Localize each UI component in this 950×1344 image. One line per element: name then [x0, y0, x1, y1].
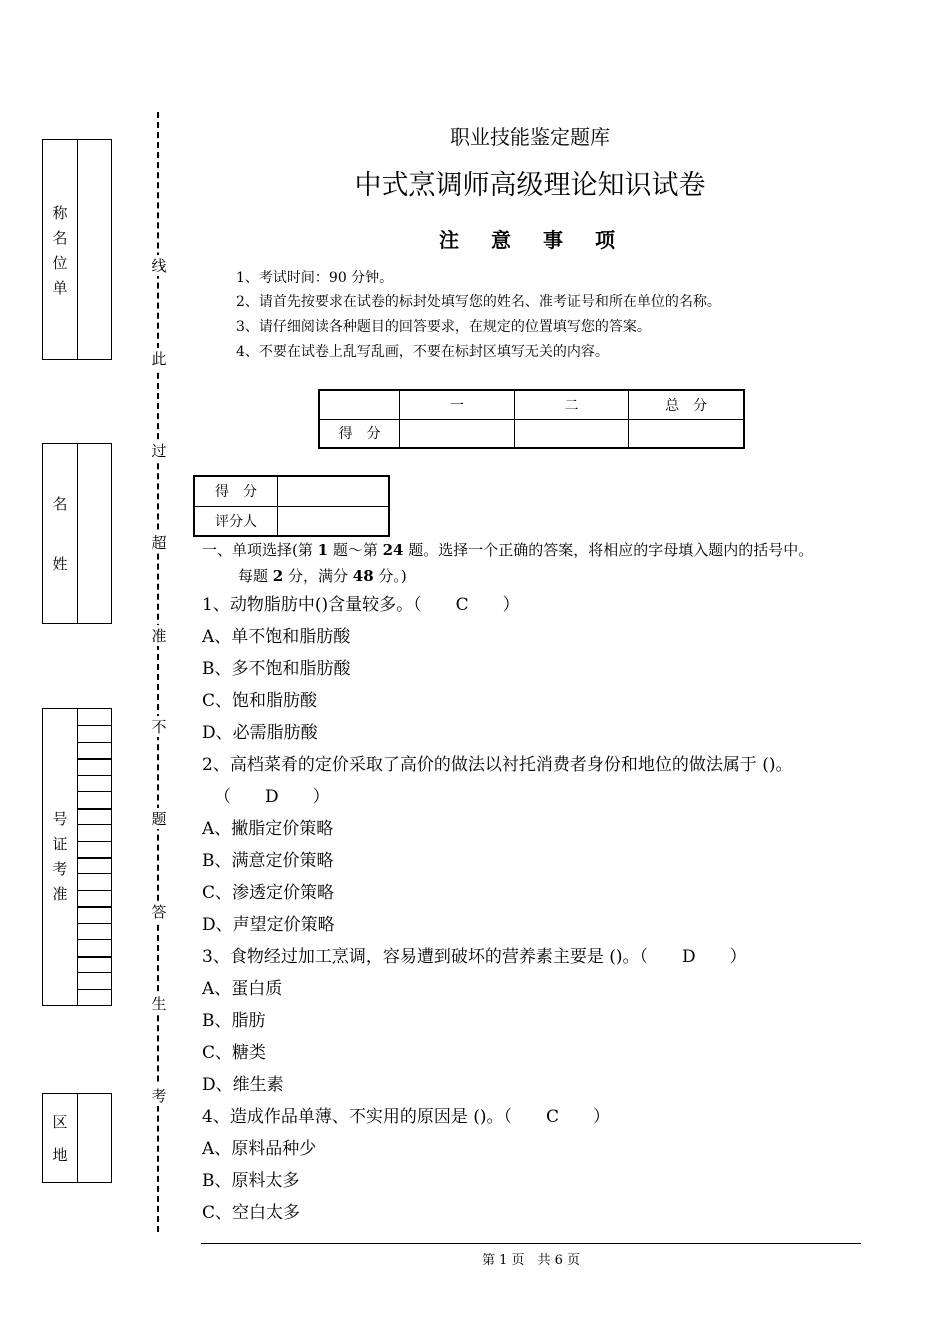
- cut-line-char: 不: [151, 718, 167, 736]
- cut-line-char: 过: [151, 442, 167, 460]
- region-field-box: [42, 1093, 112, 1183]
- exam-title: 中式烹调师高级理论知识试卷: [354, 170, 706, 201]
- score-cell[interactable]: [514, 419, 629, 448]
- table-row-label: 得 分: [319, 419, 400, 448]
- section-text: 题～第: [328, 541, 383, 559]
- score-summary-table: [318, 389, 745, 449]
- answer-option: D、声望定价策略: [202, 915, 335, 935]
- score-cell[interactable]: [400, 419, 515, 448]
- section-text: 题。选择一个正确的答案，将相应的字母填入题内的括号中。: [403, 541, 814, 559]
- exam-id-cell-divider: [77, 956, 111, 958]
- exam-id-cell-divider: [77, 906, 111, 908]
- answer-option: C、糖类: [202, 1043, 267, 1063]
- cut-line-char: 考: [151, 1087, 167, 1105]
- unit-label-char: 名: [52, 229, 68, 247]
- score-cell[interactable]: [629, 419, 744, 448]
- table-header-cell: [319, 390, 400, 419]
- section-text: 分。): [373, 567, 407, 585]
- section-number: 48: [352, 567, 374, 585]
- name-label-char: 姓: [52, 555, 68, 573]
- answer-option: B、脂肪: [202, 1011, 266, 1031]
- question-stem: 1、动物脂肪中()含量较多。（ C ）: [202, 595, 520, 615]
- section-text: 一、单项选择(第: [202, 541, 318, 559]
- table-header-cell: 二: [514, 390, 629, 419]
- notice-title: 注 意 事 项: [439, 228, 621, 252]
- grader-name-cell[interactable]: [278, 506, 390, 536]
- answer-option: C、饱和脂肪酸: [202, 691, 318, 711]
- answer-option: A、撇脂定价策略: [202, 819, 334, 839]
- answer-option: C、空白太多: [202, 1203, 301, 1223]
- table-header-cell: 总 分: [629, 390, 744, 419]
- notice-item: 2、请首先按要求在试卷的标封处填写您的姓名、准考证号和所在单位的名称。: [236, 294, 721, 310]
- name-field-box: [42, 443, 112, 624]
- exam-id-grid: [77, 709, 111, 1005]
- exam-id-label-char: 号: [52, 810, 68, 828]
- table-header-cell: 一: [400, 390, 515, 419]
- exam-id-cell-divider: [77, 890, 111, 891]
- answer-bracket: （ D ）: [214, 787, 330, 807]
- exam-id-cell-divider: [77, 791, 111, 792]
- name-label: [43, 497, 77, 572]
- section-number: 24: [382, 541, 404, 559]
- section-number: 1: [317, 541, 329, 559]
- section-heading-line2: [238, 565, 407, 587]
- exam-id-cell-divider: [77, 824, 111, 825]
- answer-option: B、满意定价策略: [202, 851, 334, 871]
- question-bank-title: 职业技能鉴定题库: [450, 125, 610, 149]
- exam-id-label: [43, 812, 77, 902]
- answer-option: D、必需脂肪酸: [202, 723, 318, 743]
- cut-line-char: 此: [151, 350, 167, 368]
- answer-option: A、蛋白质: [202, 979, 283, 999]
- exam-id-cell-divider: [77, 808, 111, 810]
- exam-id-cell-divider: [77, 873, 111, 874]
- exam-id-cell-divider: [77, 989, 111, 990]
- region-label: [43, 1115, 77, 1163]
- answer-option: B、原料太多: [202, 1171, 300, 1191]
- exam-id-label-char: 准: [52, 885, 68, 903]
- grader-name-label: 评分人: [194, 506, 278, 536]
- section-text: 每题: [238, 567, 273, 585]
- grader-score-cell[interactable]: [278, 476, 390, 506]
- answer-option: D、维生素: [202, 1075, 284, 1095]
- grader-table: [193, 475, 390, 537]
- cut-line-char: 生: [151, 995, 167, 1013]
- answer-option: C、渗透定价策略: [202, 883, 335, 903]
- exam-id-cell-divider: [77, 758, 111, 760]
- section-heading: [202, 539, 813, 561]
- answer-option: A、单不饱和脂肪酸: [202, 627, 351, 647]
- notice-item: 4、不要在试卷上乱写乱画，不要在标封区填写无关的内容。: [236, 344, 609, 360]
- answer-option: A、原料品种少: [202, 1139, 317, 1159]
- cut-line-char: 超: [151, 534, 167, 552]
- cut-line-char: 准: [151, 627, 167, 645]
- question-stem: 2、高档菜肴的定价采取了高价的做法以衬托消费者身份和地位的做法属于 ()。: [202, 755, 793, 775]
- cut-line-char: 答: [151, 903, 167, 921]
- exam-id-cell-divider: [77, 939, 111, 940]
- cut-line-char: 线: [151, 257, 167, 275]
- unit-label-char: 称: [52, 204, 68, 222]
- cut-line-char: 题: [151, 810, 167, 828]
- seal-cut-line: [157, 112, 159, 1232]
- unit-label-char: 位: [52, 254, 68, 272]
- question-stem: 3、食物经过加工烹调，容易遭到破坏的营养素主要是 ()。（ D ）: [202, 947, 747, 967]
- name-label-char: 名: [52, 495, 68, 513]
- unit-label-char: 单: [52, 279, 68, 297]
- exam-id-cell-divider: [77, 923, 111, 924]
- section-number: 2: [272, 567, 284, 585]
- footer-rule: [201, 1243, 861, 1244]
- exam-id-label-char: 考: [52, 860, 68, 878]
- exam-id-cell-divider: [77, 857, 111, 859]
- exam-id-cell-divider: [77, 775, 111, 776]
- grader-score-label: 得 分: [194, 476, 278, 506]
- exam-id-cell-divider: [77, 725, 111, 726]
- exam-id-cell-divider: [77, 972, 111, 973]
- answer-option: B、多不饱和脂肪酸: [202, 659, 351, 679]
- exam-id-label-char: 证: [52, 835, 68, 853]
- exam-id-cell-divider: [77, 742, 111, 743]
- notice-item: 1、考试时间：90 分钟。: [236, 270, 394, 286]
- exam-id-field-box: [42, 708, 112, 1006]
- region-label-char: 区: [52, 1113, 68, 1131]
- page-number: 第 1 页 共 6 页: [481, 1253, 581, 1268]
- region-label-char: 地: [52, 1146, 68, 1164]
- question-stem: 4、造成作品单薄、不实用的原因是 ()。（ C ）: [202, 1107, 610, 1127]
- section-text: 分，满分: [283, 567, 353, 585]
- notice-item: 3、请仔细阅读各种题目的回答要求，在规定的位置填写您的答案。: [236, 319, 651, 335]
- exam-id-cell-divider: [77, 841, 111, 842]
